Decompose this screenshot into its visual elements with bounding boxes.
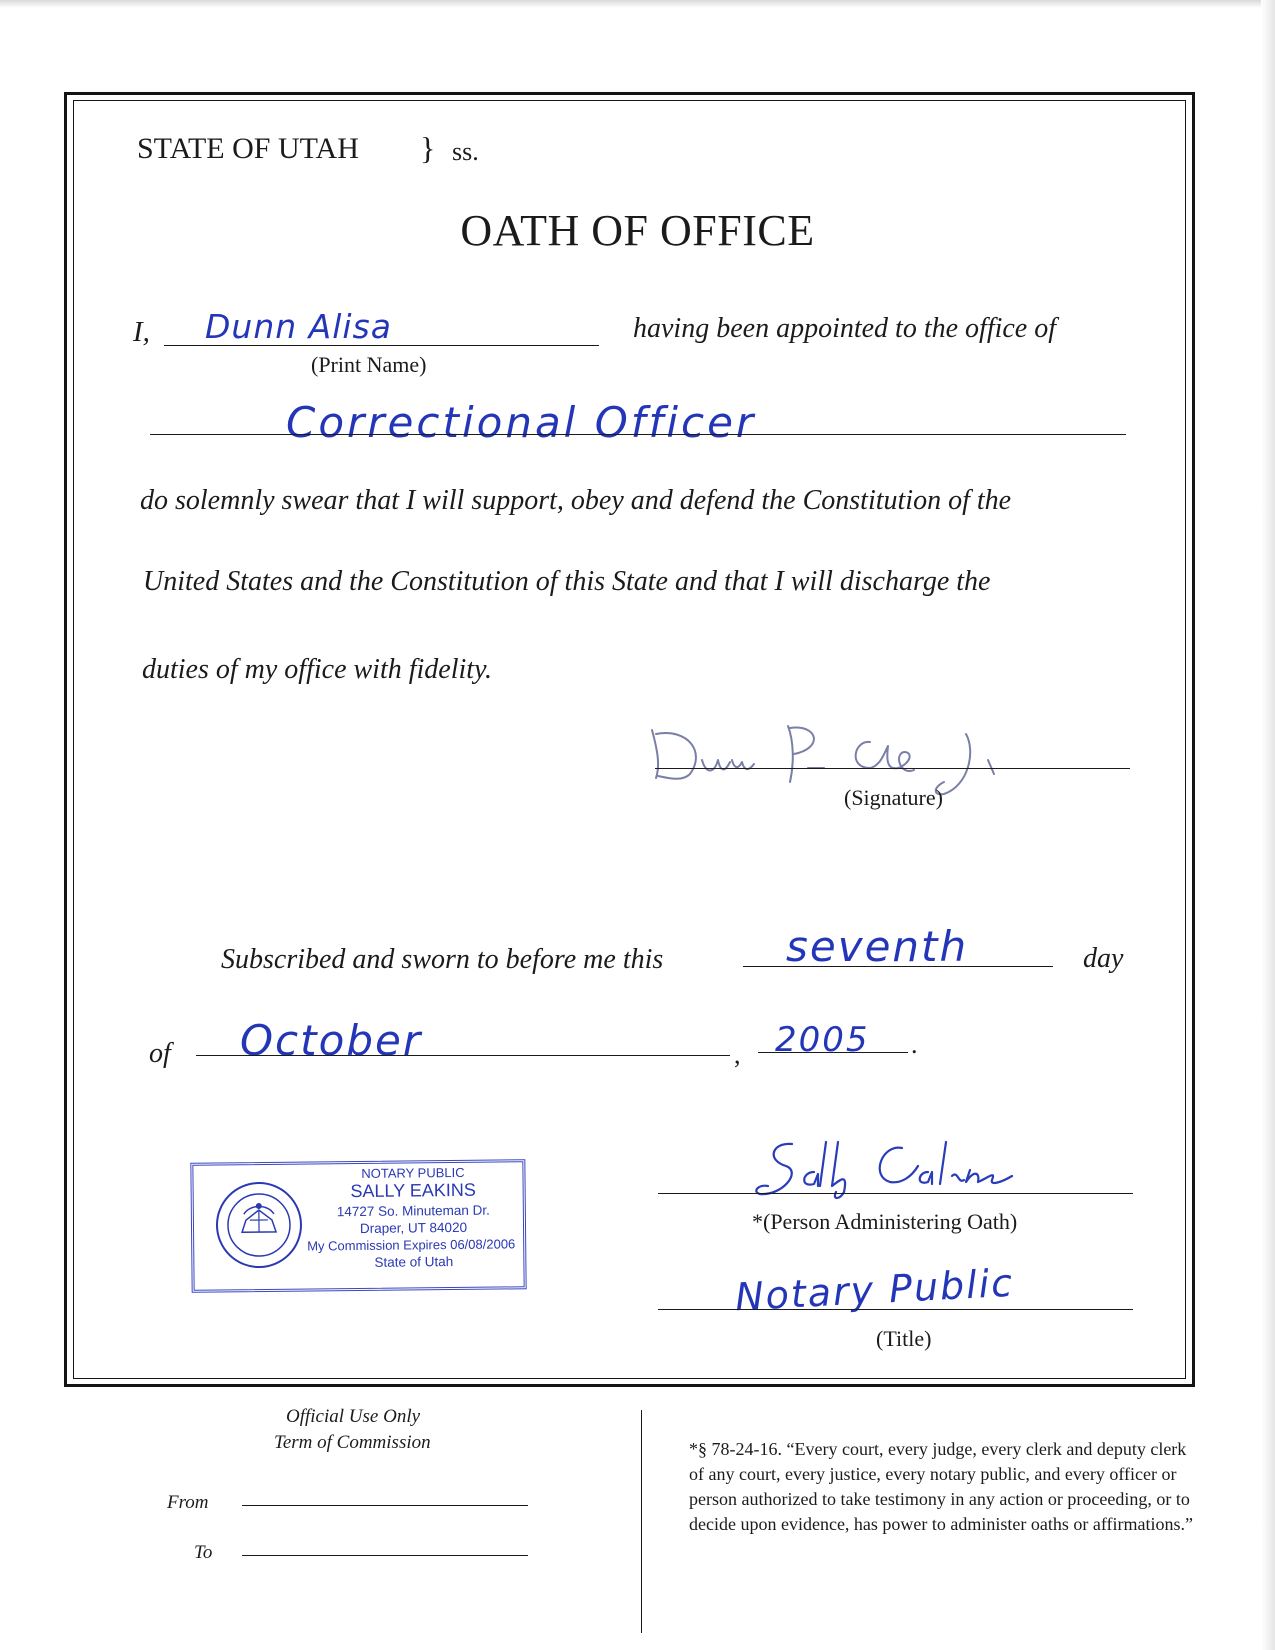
stamp-state: State of Utah — [374, 1254, 454, 1270]
venue-brace: } — [420, 130, 436, 166]
to-line — [242, 1555, 528, 1556]
day-word: day — [1083, 943, 1124, 974]
term-of-commission-heading: Term of Commission — [274, 1432, 431, 1453]
year-value: 2005 — [775, 1020, 870, 1060]
statute-footnote: *§ 78-24-16. “Every court, every judge, every clerk and deputy clerk of any court, every justice, every notary public, and every officer or person authorized to take testimony in any action or proceeding, or to decide upon evidence, has power to administer oaths or affirmations.” — [689, 1439, 1194, 1534]
print-name-line — [164, 345, 599, 346]
day-line — [743, 966, 1053, 967]
stamp-address-street: 14727 So. Minuteman Dr. — [336, 1202, 490, 1220]
administering-line — [658, 1193, 1133, 1194]
year-line — [758, 1052, 908, 1053]
notary-stamp — [190, 1159, 526, 1293]
from-line — [242, 1505, 528, 1506]
oath-line-2: United States and the Constitution of this State and that I will discharge the — [143, 566, 991, 597]
official-use-heading: Official Use Only — [286, 1406, 421, 1427]
state-seal-icon — [214, 1180, 305, 1271]
footer-divider — [641, 1410, 642, 1633]
day-value: seventh — [786, 922, 969, 971]
month-value: October — [240, 1016, 423, 1065]
appointed-text: having been appointed to the office of — [633, 313, 1057, 344]
ss-label: ss. — [452, 137, 479, 166]
page-title: OATH OF OFFICE — [460, 206, 815, 255]
stamp-commission-expires: My Commission Expires 06/08/2006 — [307, 1236, 516, 1254]
scan-top-edge — [0, 0, 1275, 8]
office-line — [150, 434, 1126, 435]
title-line — [658, 1309, 1133, 1310]
to-label: To — [194, 1542, 213, 1563]
date-period: . — [911, 1030, 918, 1059]
month-line — [196, 1055, 730, 1056]
stamp-notary-public: NOTARY PUBLIC — [361, 1164, 465, 1181]
oath-line-1: do solemnly swear that I will support, obey and defend the Constitution of the — [140, 485, 1012, 516]
i-prefix: I, — [133, 316, 150, 348]
state-of-utah-label: STATE OF UTAH — [137, 132, 359, 165]
print-name-value: Dunn Alisa — [205, 307, 392, 346]
of-word: of — [149, 1038, 171, 1069]
stamp-notary-name: SALLY EAKINS — [350, 1179, 476, 1202]
stamp-address-city: Draper, UT 84020 — [359, 1219, 468, 1236]
administering-signature-drawing — [752, 1136, 1052, 1211]
administering-label: *(Person Administering Oath) — [752, 1209, 1018, 1234]
print-name-label: (Print Name) — [311, 352, 427, 377]
title-label: (Title) — [876, 1326, 932, 1351]
office-value: Correctional Officer — [286, 398, 757, 447]
signature-label: (Signature) — [844, 785, 943, 810]
date-comma: , — [734, 1040, 741, 1069]
from-label: From — [167, 1492, 209, 1513]
signature-line — [655, 768, 1130, 769]
oath-line-3: duties of my office with fidelity. — [142, 654, 492, 685]
subscribed-text: Subscribed and sworn to before me this — [221, 944, 664, 975]
title-value: Notary Public — [734, 1260, 1016, 1320]
